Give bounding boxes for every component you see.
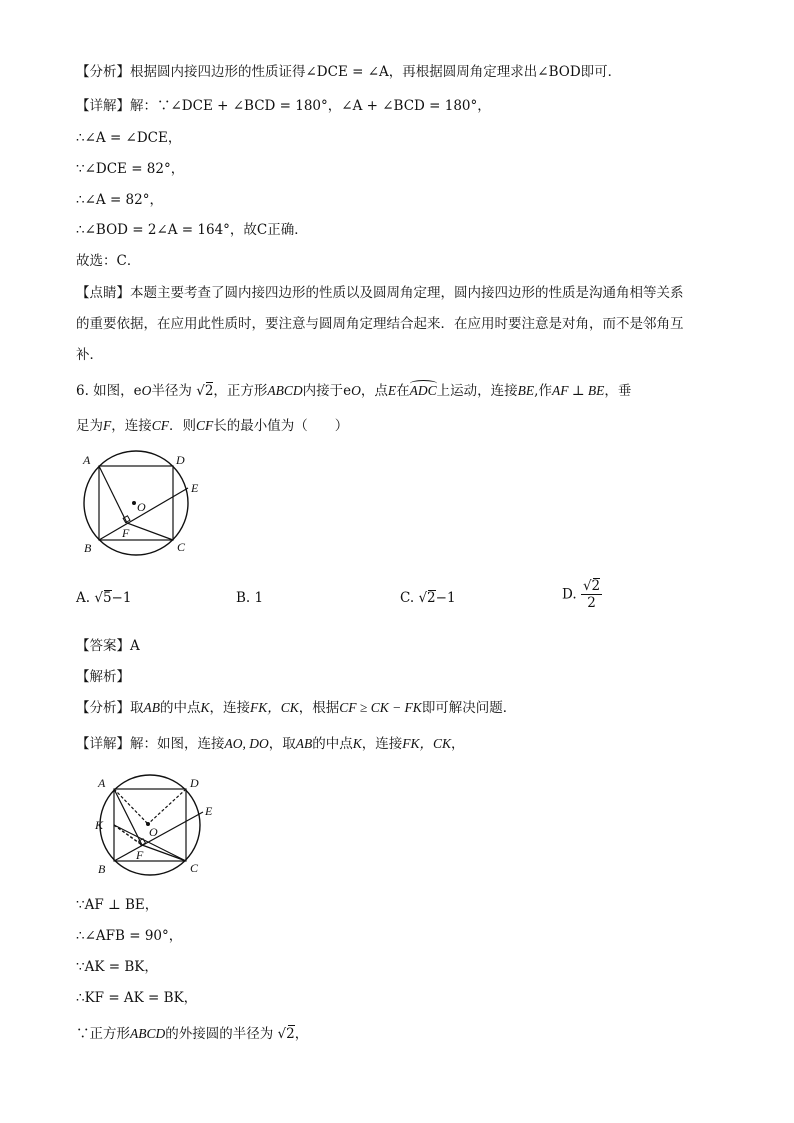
step-line: ∵AK = BK， <box>76 959 158 975</box>
question-line-2: 足为F，连接CF．则CF长的最小值为（ ） <box>76 418 349 434</box>
label-B: B <box>84 541 92 555</box>
segment-kf <box>114 825 142 845</box>
label-C: C <box>177 540 186 554</box>
explanation-heading: 【解析】 <box>76 669 130 685</box>
label-O: O <box>149 825 158 839</box>
answer-line: 【答案】A <box>76 638 140 654</box>
label-O: O <box>137 500 146 514</box>
step-line: ∵∠DCE = 82°， <box>76 161 185 177</box>
segment-be <box>114 812 203 861</box>
step-line: ∴∠A = 82°， <box>76 192 163 208</box>
label-F: F <box>122 526 130 540</box>
label-E: E <box>205 804 213 818</box>
step-line: ∴∠BOD = 2∠A = 164°，故C正确． <box>76 222 308 238</box>
step-line: ∴∠AFB = 90°， <box>76 928 183 944</box>
step-line: ∵AF ⊥ BE， <box>76 897 159 913</box>
segment-ao <box>114 789 148 824</box>
question-line-1: 6. 如图，eO半径为 √ 2，正方形ABCD内接于eO，点E在ADC上运动，连接BE,作AF ⊥ BE，垂 <box>76 383 632 399</box>
comment-line: 补． <box>76 347 103 363</box>
comment-line: 【点睛】本题主要考查了圆内接四边形的性质以及圆周角定理，圆内接四边形的性质是沟通角相等关系 <box>76 285 684 301</box>
segment-be <box>99 488 188 540</box>
arc-label: ADC <box>409 383 437 398</box>
geometry-figure-2 <box>86 772 226 880</box>
step-line: ∴KF = AK = BK， <box>76 990 198 1006</box>
comment-line: 的重要依据，在应用此性质时，要注意与圆周角定理结合起来．在应用时要注意是对角，而不是邻角互 <box>76 316 684 332</box>
label-B: B <box>98 862 106 876</box>
label-A: A <box>98 776 106 790</box>
sqrt-symbol: √ 2 <box>196 383 214 399</box>
option-b: B. 1 <box>236 590 264 606</box>
label-D: D <box>190 776 199 790</box>
label-F: F <box>136 848 144 862</box>
label-D: D <box>176 453 185 467</box>
detail-line: 【详解】解：∵∠DCE + ∠BCD = 180°，∠A + ∠BCD = 180°， <box>76 98 491 114</box>
option-a: A. √ 5−1 <box>76 590 132 606</box>
step-line: ∵正方形ABCD的外接圆的半径为 √ 2， <box>76 1026 309 1042</box>
analysis-line: 【分析】根据圆内接四边形的性质证得∠DCE = ∠A，再根据圆周角定理求出∠BOD即可． <box>76 64 622 80</box>
option-d: D. √ 2 2 <box>562 578 601 611</box>
segment-cf <box>127 523 173 540</box>
segment-do <box>148 789 186 824</box>
choice-line: 故选：C． <box>76 253 141 269</box>
label-K: K <box>95 818 104 832</box>
option-c: C. √ 2−1 <box>400 590 456 606</box>
label-C: C <box>190 861 199 875</box>
segment-cf <box>142 845 186 861</box>
detail-line: 【详解】解：如图，连接AO, DO，取AB的中点K，连接FK，CK， <box>76 736 465 752</box>
step-line: ∴∠A = ∠DCE， <box>76 130 182 146</box>
segment-af <box>99 466 127 523</box>
label-E: E <box>191 481 199 495</box>
center-dot <box>132 501 136 505</box>
analysis-line: 【分析】取AB的中点K，连接FK，CK，根据CF ≥ CK − FK即可解决问题． <box>76 700 517 716</box>
geometry-figure-1 <box>72 448 222 560</box>
label-A: A <box>83 453 91 467</box>
